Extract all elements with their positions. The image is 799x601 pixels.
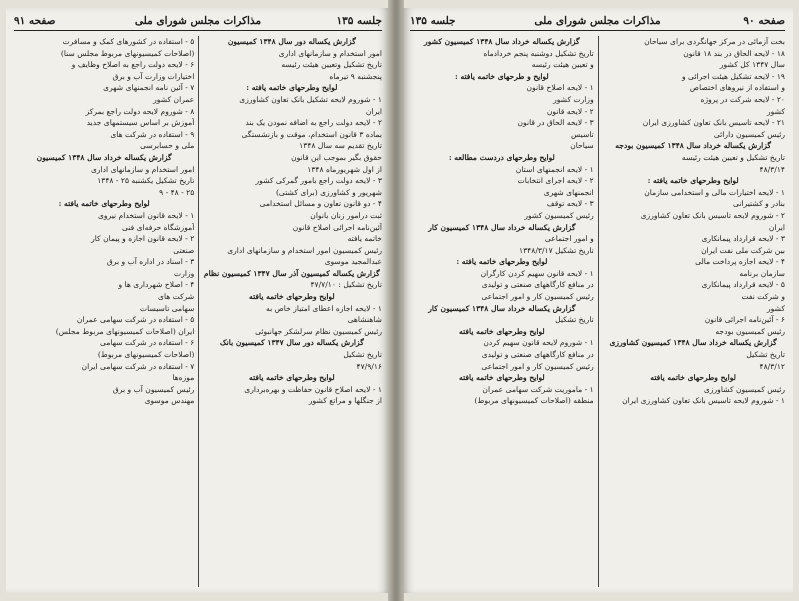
text-line: ۷ - استفاده در شرکت سهامی ایران xyxy=(81,361,195,371)
text-line: ۲۱ - لایحه تاسیس بانک تعاون کشاورزی ایران xyxy=(642,118,785,128)
text-line: گزارش یکساله خرداد سال ۱۳۴۸ کمیسیون xyxy=(36,152,172,162)
text-line: ۱۹ - لایحه تشکیل هیئت اجرائی و xyxy=(681,71,785,81)
text-line: در منافع کارگاههای صنعتی و تولیدی xyxy=(481,350,594,360)
text-line: ۱ - لایحه قانون استخدام نیروی xyxy=(97,210,195,220)
text-line: گزارش یکساله خرداد سال ۱۳۴۸ کمیسیون کار xyxy=(428,303,576,313)
text-line: (اصلاحات کمیسیونهای مربوط مجلس سنا) xyxy=(60,48,195,58)
text-line: رئیس کمیسیون کشور xyxy=(524,210,594,220)
right-page-columns xyxy=(410,36,785,587)
right-page-number: صفحه ۹۰ xyxy=(743,15,785,27)
text-line: ایران xyxy=(365,106,382,116)
text-line: آموزش بر اساس سیستمهای جدید xyxy=(86,118,195,128)
text-line: ۶ - استفاده در شرکت سهامی xyxy=(100,338,195,348)
text-line: ۵ - استفاده در کشورهای کمک و مسافرت xyxy=(62,37,195,46)
text-line: منطقه (اصلاحات کمیسیونهای مربوط) xyxy=(474,396,594,406)
text-line: ۸ - شوروم لایحه دولت راجع بمرکز xyxy=(85,106,195,116)
text-line: تاریخ تشکیل xyxy=(746,350,785,360)
text-line: بخت آزمائی در مرکز جهانگردی برای سیاحان xyxy=(644,37,785,46)
text-line: شهریور و کشاورزی (برای کشتی) xyxy=(275,187,382,197)
text-line: و امور اجتماعی xyxy=(544,234,594,244)
text-line: ۱ - شوروم لایحه تشکیل بانک تعاون کشاورزی xyxy=(239,94,382,104)
text-line: گزارش یکساله خرداد سال ۱۳۴۸ کمیسیون بودجه xyxy=(615,141,772,151)
text-line: ۴ - اصلاح شهرداری ها و xyxy=(118,280,195,290)
text-line: تاریخ تشکیل : ۴۷/۷/۱۰ xyxy=(310,280,382,290)
text-line: از اول شهریورماه ۱۳۴۸ xyxy=(307,164,382,174)
text-line: گزارش یکساله دور سال ۱۳۴۷ کمیسیون بانک xyxy=(219,338,364,348)
text-line: و تعیین هیئت رئیسه xyxy=(531,60,594,70)
left-page-columns xyxy=(14,36,382,587)
text-line: ۲ - لایحه دولت راجع به اضافه نمودن یک بند xyxy=(245,118,382,128)
text-line: ۲۰ - لایحه شرکت در پروژه xyxy=(700,94,785,104)
left-page-header xyxy=(14,14,382,31)
text-line: ۲ - لایحه قانون xyxy=(546,106,594,116)
text-line: تاریخ تشکیل یکشنبه ۲۵ - ۱۳۴۸ xyxy=(97,176,195,186)
text-line: ۴۸/۳/۱۲ xyxy=(759,361,785,371)
text-line: تاریخ تشکیل دوشنبه پنجم خردادماه xyxy=(483,48,594,58)
right-page-column-2 xyxy=(410,36,594,587)
text-line: صنعتی xyxy=(173,245,195,255)
text-line: رئیس کمیسیون امور استخدام و سازمانهای اداری xyxy=(227,245,382,255)
text-line: ملی و حسابرسی xyxy=(140,141,195,151)
text-line: ۱ - لایحه اجازه اعطای امتیاز خاص به xyxy=(266,303,382,313)
text-line: امور استخدام و سازمانهای اداری xyxy=(90,164,195,174)
text-line: ۴ - دو قانون تعاون و مسائل استخدامی xyxy=(259,199,382,209)
text-line: ۲ - لایحه اجرای انتخابات xyxy=(517,176,594,186)
text-line: در منافع کارگاههای صنعتی و تولیدی xyxy=(481,280,594,290)
text-line: ۵ - استفاده در شرکت سهامی عمران xyxy=(76,315,195,325)
text-line: لوایح وطرحهای خاتمه یافته xyxy=(459,373,545,383)
text-line: عبدالمجید موسوی xyxy=(324,257,382,267)
text-line: رئیس کمیسیون بودجه xyxy=(715,326,785,336)
text-line: ۱ - شوروم لایحه تاسیس بانک تعاون کشاورزی ایران xyxy=(622,396,785,406)
text-line: ۳ - لایحه دولت راجع بامور گمرکی کشور xyxy=(255,176,382,186)
text-line: رئیس کمیسیون کار و امور اجتماعی xyxy=(481,361,594,371)
text-line: لوایح وطرحهای خاتمه یافته : xyxy=(58,199,150,209)
column-divider xyxy=(598,36,599,587)
text-line: رئیس کمیسیون آب و برق xyxy=(112,384,195,394)
text-line: ۵ - لایحه قرارداد پیمانکاری xyxy=(701,280,785,290)
text-line: بنادر و کشتیرانی xyxy=(733,199,785,209)
text-line: مهندس موسوی xyxy=(144,396,195,406)
text-line: ۱ - لایحه اختیارات مالی و استخدامی سازمان xyxy=(644,187,785,197)
column-divider xyxy=(198,36,199,587)
text-line: رئیس کمیسیون کار و امور اجتماعی xyxy=(481,292,594,302)
text-line: تاریخ تشکیل وتعیین هیئت رئیسه xyxy=(281,60,382,70)
text-line: لوایح و طرحهای خاتمه یافته : xyxy=(455,71,549,81)
text-line: لوایح وطرحهای خاتمه یافته xyxy=(459,326,545,336)
text-line: ثبت درامور زنان بانوان xyxy=(310,210,382,220)
text-line: ۷ - آئین نامه انجمنهای شهری xyxy=(103,83,195,93)
right-page-session: جلسه ۱۳۵ xyxy=(410,15,456,27)
text-line: ۴ - لایحه اجازه پرداخت مالی xyxy=(695,257,785,267)
text-line: رئیس کمیسیون دارائی xyxy=(713,129,785,139)
text-line: ۱۸ - لایحه الحاق در بند ۱۸ قانون xyxy=(683,48,785,58)
text-line: ۳ - لایحه قرارداد پیمانکاری xyxy=(701,234,785,244)
right-page-column-1 xyxy=(601,36,785,587)
left-page-title: مذاکرات مجلس شورای ملی xyxy=(134,15,262,27)
text-line: پنجشنبه ۹ تیرماه xyxy=(329,71,382,81)
text-line: تاریخ تشکیل xyxy=(555,315,594,325)
text-line: شرکت های xyxy=(158,292,195,302)
text-line: ایران xyxy=(768,222,785,232)
text-line: (اصلاحات کمیسیونهای مربوط) xyxy=(97,350,195,360)
text-line: ۱ - لایحه اصلاح قانون xyxy=(526,83,594,93)
left-page-column-1 xyxy=(202,36,382,587)
text-line: ۳ - لایحه الحاق در قانون xyxy=(517,118,594,128)
text-line: ۱ - لایحه اصلاح قانون حفاظت و بهره‌برداری xyxy=(244,384,382,394)
text-line: ۴۸/۳/۱۴ xyxy=(759,164,785,174)
text-line: کشور xyxy=(767,303,785,313)
right-page xyxy=(402,8,793,593)
left-page xyxy=(6,8,390,593)
text-line: ۱ - شوروم لایحه قانون سهیم کردن xyxy=(483,338,594,348)
text-line: ۶ - لایحه دولت راجع به اصلاح وظایف و xyxy=(71,60,195,70)
text-line: عمران کشور xyxy=(153,94,195,104)
left-page-number: صفحه ۹۱ xyxy=(14,15,56,27)
text-line: بماده ۳ قانون استخدام، موقت و بازنشستگی xyxy=(241,129,382,139)
text-line: انجمنهای شهری xyxy=(543,187,594,197)
text-line: لوایح وطرحهای خاتمه یافته : xyxy=(456,257,548,267)
text-line: تاریخ تشکیل و تعیین هیئت رئیسه xyxy=(681,152,785,162)
text-line: گزارش یکساله خرداد سال ۱۳۴۸ کمیسیون کشور xyxy=(424,37,580,46)
text-line: اختیارات وزارت آب و برق xyxy=(112,71,195,81)
text-line: ۲۵ - ۴۸ - ۹ xyxy=(159,187,195,197)
text-line: تاسیس xyxy=(570,129,594,139)
text-line: آئین‌نامه اجرائی اصلاح قانون xyxy=(292,222,382,232)
text-line: ۶ - آئین‌نامه اجرائی قانون xyxy=(704,315,785,325)
text-line: ۲ - شوروم لایحه تاسیس بانک تعاون کشاورزی xyxy=(640,210,785,220)
text-line: سازمان برنامه xyxy=(739,268,785,278)
text-line: لوایح وطرحهای خاتمه یافته xyxy=(249,373,335,383)
text-line: رئیس کمیسیون نظام سرلشکر جهانبوئی xyxy=(255,326,382,336)
text-line: ۴۷/۹/۱۶ xyxy=(356,361,382,371)
text-line: رئیس کمیسیون کشاورزی xyxy=(703,384,785,394)
text-line: وزارت کشور xyxy=(553,94,594,104)
left-page-session: جلسه ۱۳۵ xyxy=(336,15,382,27)
text-line: لوایح وطرحهای دردست مطالعه : xyxy=(448,152,555,162)
text-line: تاریخ تقدیم سه سال ۱۳۴۸ xyxy=(299,141,382,151)
text-line: ۲ - لایحه قانون اجازه و پیمان کار xyxy=(91,234,195,244)
left-page-column-2 xyxy=(14,36,194,587)
text-line: خاتمه یافته xyxy=(347,234,382,244)
text-line: حقوق بگیر بموجب این قانون xyxy=(291,152,382,162)
right-page-title: مذاکرات مجلس شورای ملی xyxy=(534,15,661,27)
text-line: شاهنشاهی xyxy=(347,315,382,325)
text-line: ۱ - لایحه انجمنهای استان xyxy=(515,164,594,174)
text-line: و استفاده از نیروهای اختصاص xyxy=(689,83,785,93)
text-line: گزارش یکساله خرداد سال ۱۳۴۸ کمیسیون کشاورزی xyxy=(609,338,777,348)
text-line: وزارت xyxy=(174,268,195,278)
text-line: سهامی تاسیسات xyxy=(140,303,195,313)
right-page-header xyxy=(410,14,785,31)
text-line: گزارش یکساله کمیسیون آذر سال ۱۳۴۷ کمیسیون نظام xyxy=(203,268,380,278)
text-line: ۳ - لایحه توقف xyxy=(546,199,594,209)
text-line: سیاحان xyxy=(570,141,594,151)
text-line: گزارش یکساله دور سال ۱۳۴۸ کمیسیون xyxy=(227,37,356,46)
text-line: ۹ - استفاده در شرکت های xyxy=(110,129,195,139)
text-line: کشور xyxy=(767,106,785,116)
text-line: و شرکت نفت xyxy=(741,292,785,302)
text-line: ۳ - اسناد در اداره آب و برق xyxy=(106,257,195,267)
text-line: گزارش یکساله خرداد سال ۱۳۴۸ کمیسیون کار xyxy=(428,222,576,232)
text-line: امور استخدام و سازمانهای اداری xyxy=(278,48,382,58)
text-line: ۱ - ماموریت شرکت سهامی عمران xyxy=(482,384,594,394)
text-line: از جنگلها و مراتع کشور xyxy=(308,396,382,406)
text-line: بین شرکت ملی نفت ایران xyxy=(701,245,785,255)
text-line: آموزشگاه حرفه‌ای فنی xyxy=(121,222,195,232)
text-line: لوایح وطرحهای خاتمه یافته xyxy=(650,373,736,383)
text-line: سال ۱۳۴۷ کل کشور xyxy=(719,60,785,70)
text-line: لوایح وطرحهای خاتمه یافته xyxy=(249,292,335,302)
text-line: ایران (اصلاحات کمیسیونهای مربوط مجلس) xyxy=(55,326,195,336)
text-line: تاریخ تشکیل xyxy=(343,350,382,360)
text-line: ۱ - لایحه قانون سهیم کردن کارگران xyxy=(480,268,594,278)
text-line: موزه‌ها xyxy=(172,373,195,383)
text-line: لوایح وطرحهای خاتمه یافته : xyxy=(246,83,338,93)
text-line: لوایح وطرحهای خاتمه یافته : xyxy=(647,176,739,186)
text-line: تاریخ تشکیل ۱۳۴۸/۳/۱۷ xyxy=(519,245,594,255)
